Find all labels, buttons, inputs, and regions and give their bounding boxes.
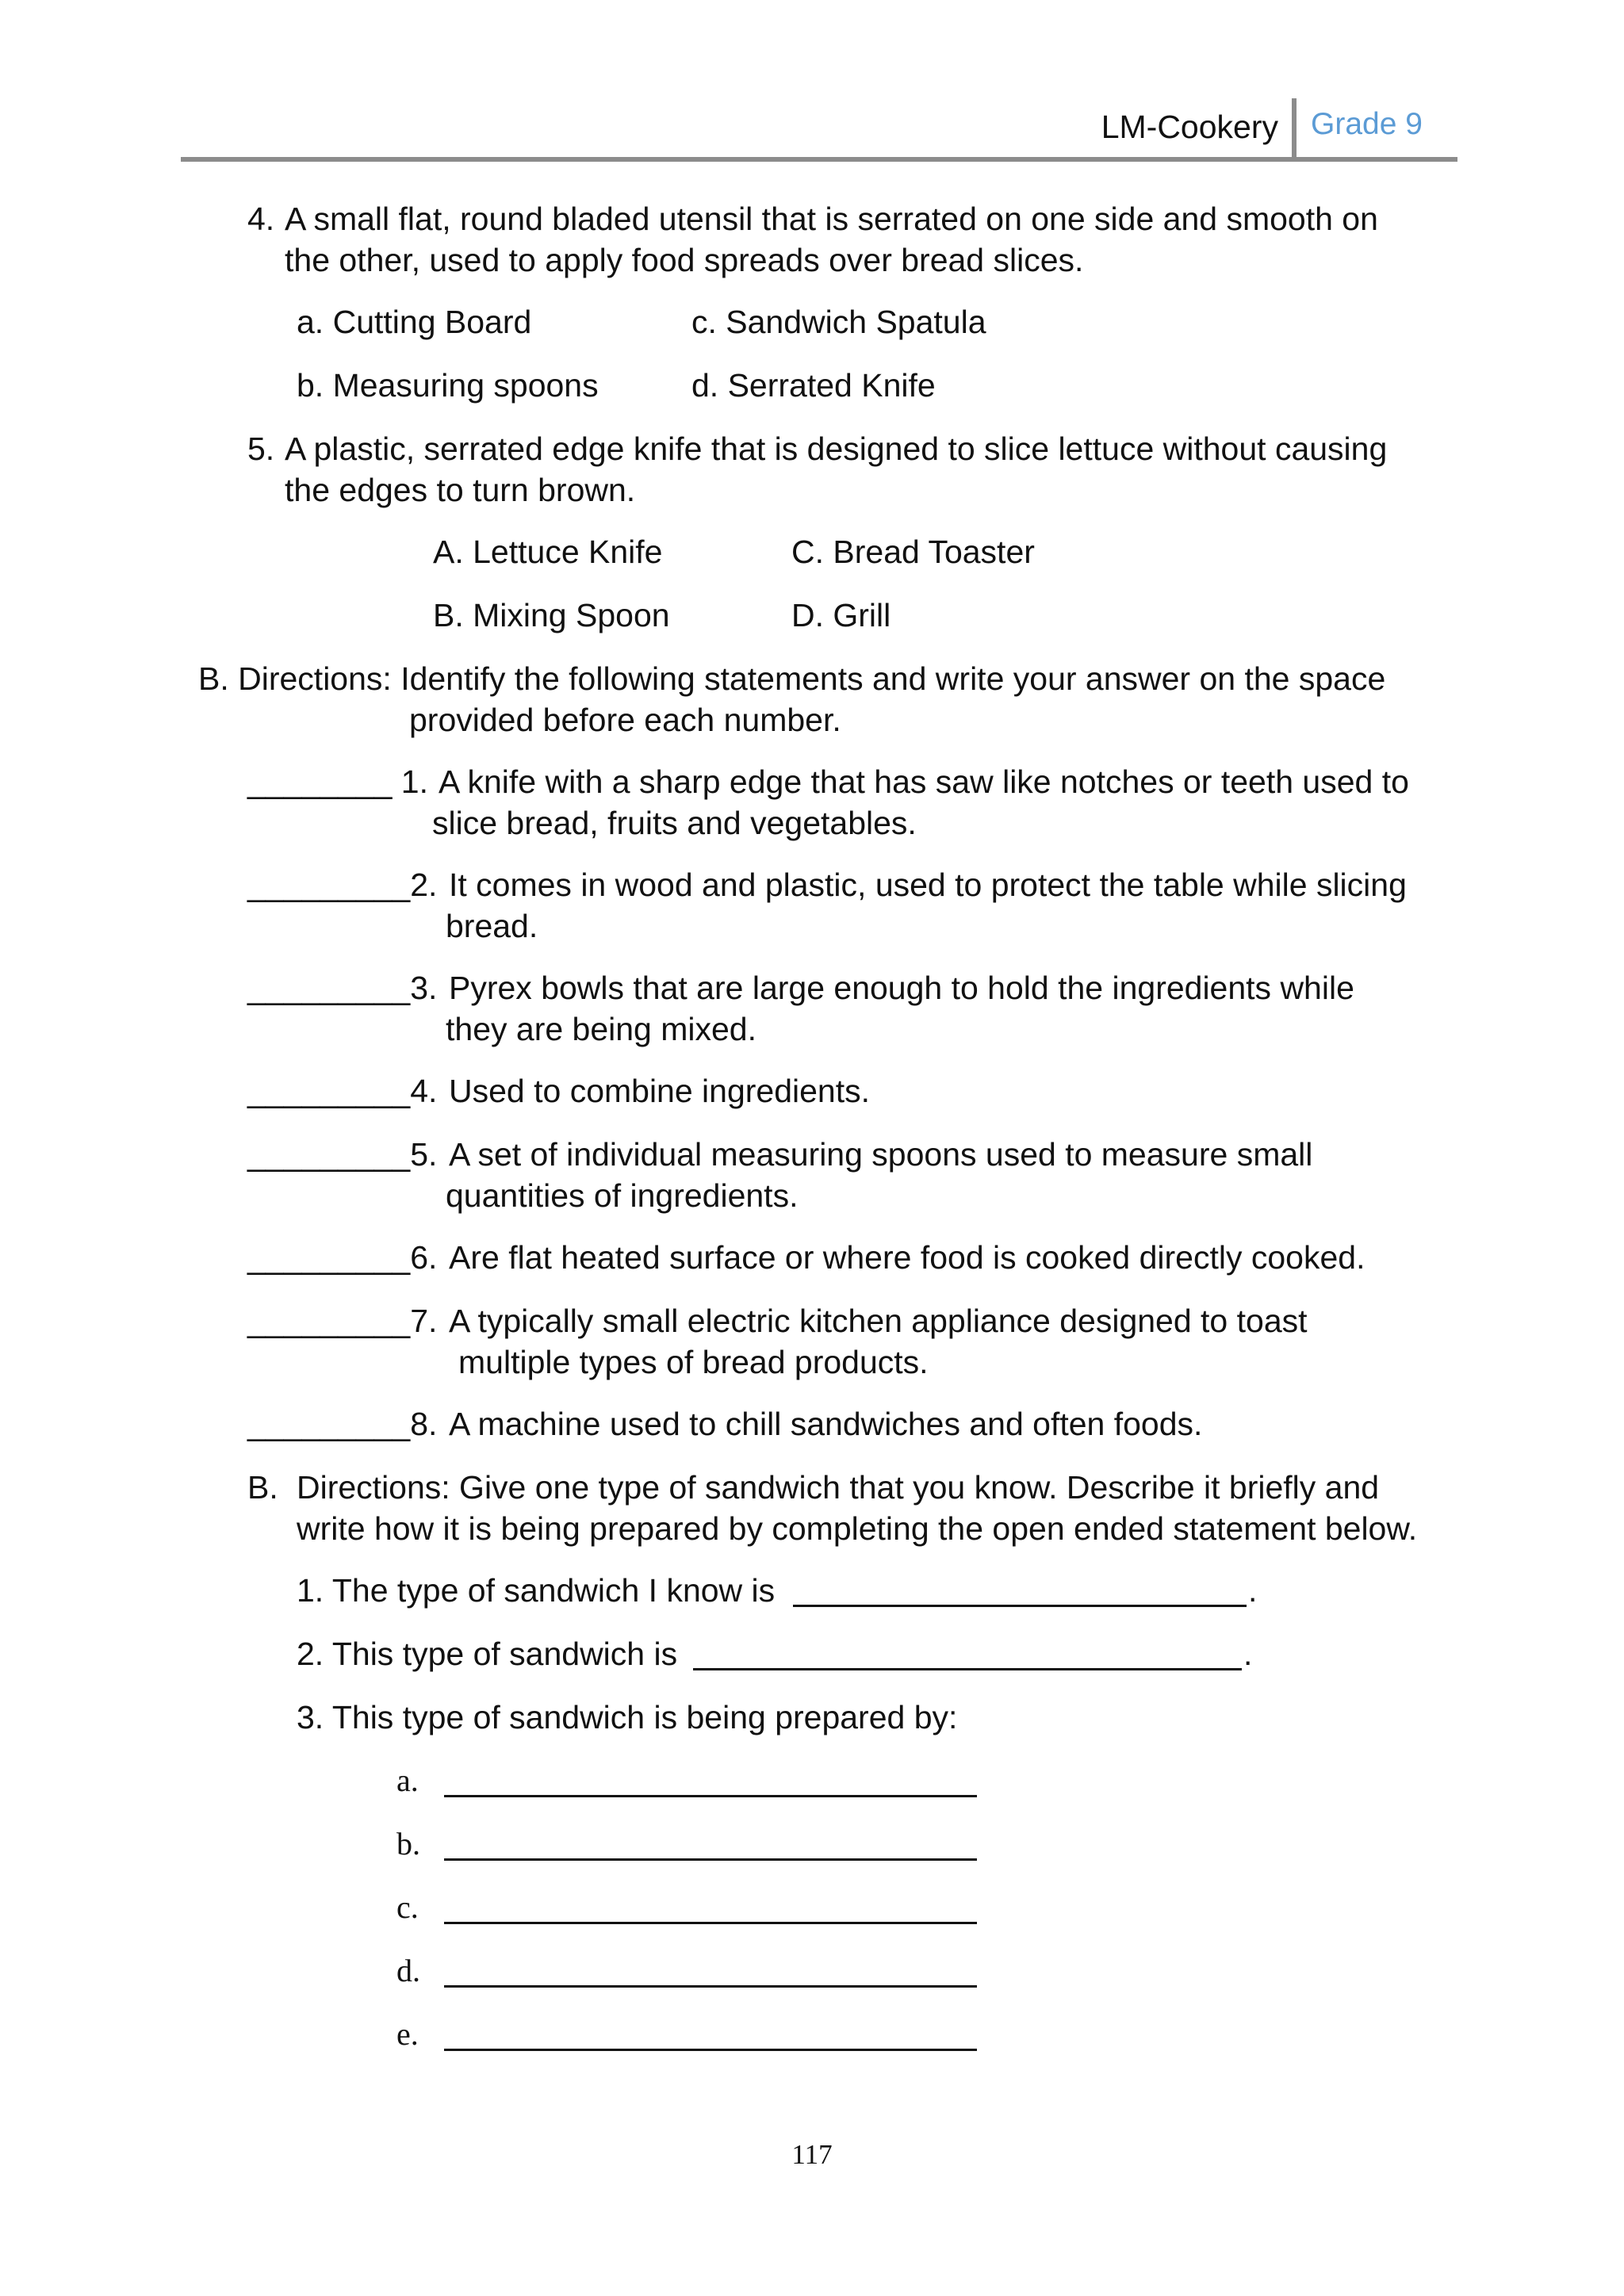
identify-1-line2: slice bread, fruits and vegetables.	[432, 805, 917, 841]
identify-2-line2: bread.	[446, 908, 538, 944]
identify-1-line1: A knife with a sharp edge that has saw like notches or teeth used to	[439, 763, 1409, 800]
statement-3: 3. This type of sandwich is being prepared by:	[297, 1699, 958, 1735]
choice-5b: B. Mixing Spoon	[433, 597, 670, 633]
header-grade: Grade 9	[1311, 107, 1423, 141]
identify-2-line1: It comes in wood and plastic, used to protect the table while slicing	[449, 867, 1407, 903]
choice-4d: d. Serrated Knife	[691, 367, 936, 404]
statement-1-period: .	[1248, 1572, 1258, 1609]
statement-1: 1. The type of sandwich I know is	[297, 1572, 776, 1609]
identify-7-line1: A typically small electric kitchen appliance designed to toast	[449, 1303, 1308, 1339]
identify-3-line1: Pyrex bowls that are large enough to hold the ingredients while	[449, 970, 1354, 1006]
statement-2-blank[interactable]	[693, 1668, 1242, 1670]
identify-7-lead: _________7.	[247, 1303, 438, 1339]
question-5-number: 5.	[247, 430, 275, 467]
identify-3-line2: they are being mixed.	[446, 1011, 757, 1047]
identify-3-lead: _________3.	[247, 970, 438, 1006]
step-d-blank[interactable]	[444, 1985, 977, 1988]
question-4-text-line2: the other, used to apply food spreads over bread slices.	[285, 242, 1084, 278]
identify-5-line1: A set of individual measuring spoons used to measure small	[449, 1136, 1313, 1173]
step-a-blank[interactable]	[444, 1795, 977, 1797]
header-title: LM-Cookery	[1101, 109, 1278, 145]
identify-4-line1: Used to combine ingredients.	[449, 1073, 871, 1109]
step-b-blank[interactable]	[444, 1858, 977, 1861]
identify-8-line1: A machine used to chill sandwiches and often foods.	[449, 1406, 1203, 1442]
identify-4-lead: _________4.	[247, 1073, 438, 1109]
header-rule	[181, 157, 1457, 162]
choice-4a: a. Cutting Board	[297, 304, 532, 340]
step-e-blank[interactable]	[444, 2049, 977, 2051]
statement-1-blank[interactable]	[793, 1605, 1247, 1607]
identify-1-lead: ________ 1.	[247, 763, 429, 800]
choice-5a: A. Lettuce Knife	[433, 534, 663, 570]
question-5-text-line1: A plastic, serrated edge knife that is designed to slice lettuce without causing	[285, 430, 1388, 467]
part-c-directions-line2: write how it is being prepared by completing the open ended statement below.	[297, 1510, 1418, 1547]
identify-6-line1: Are flat heated surface or where food is cooked directly cooked.	[449, 1239, 1365, 1276]
identify-2-lead: _________2.	[247, 867, 438, 903]
statement-2-period: .	[1243, 1636, 1253, 1672]
step-c-blank[interactable]	[444, 1922, 977, 1924]
question-4-number: 4.	[247, 201, 275, 237]
header-divider	[1292, 98, 1297, 162]
step-b-label: b.	[396, 1826, 420, 1862]
choice-4b: b. Measuring spoons	[297, 367, 599, 404]
step-a-label: a.	[396, 1762, 419, 1798]
choice-5d: D. Grill	[791, 597, 891, 633]
part-c-directions-line1: Directions: Give one type of sandwich that you know. Describe it briefly and	[297, 1469, 1380, 1506]
choice-4c: c. Sandwich Spatula	[691, 304, 986, 340]
choice-5c: C. Bread Toaster	[791, 534, 1035, 570]
step-d-label: d.	[396, 1953, 420, 1988]
identify-7-line2: multiple types of bread products.	[458, 1344, 929, 1380]
step-e-label: e.	[396, 2016, 419, 2052]
part-c-label: B.	[247, 1469, 278, 1506]
identify-5-line2: quantities of ingredients.	[446, 1177, 799, 1214]
question-4-text-line1: A small flat, round bladed utensil that is serrated on one side and smooth on	[285, 201, 1378, 237]
identify-6-lead: _________6.	[247, 1239, 438, 1276]
page-number: 117	[791, 2139, 833, 2170]
identify-8-lead: _________8.	[247, 1406, 438, 1442]
part-b-directions-line2: provided before each number.	[409, 702, 841, 738]
question-5-text-line2: the edges to turn brown.	[285, 472, 636, 508]
identify-5-lead: _________5.	[247, 1136, 438, 1173]
part-b-directions-line1: B. Directions: Identify the following statements and write your answer on the space	[198, 660, 1386, 697]
step-c-label: c.	[396, 1889, 419, 1925]
statement-2: 2. This type of sandwich is	[297, 1636, 678, 1672]
